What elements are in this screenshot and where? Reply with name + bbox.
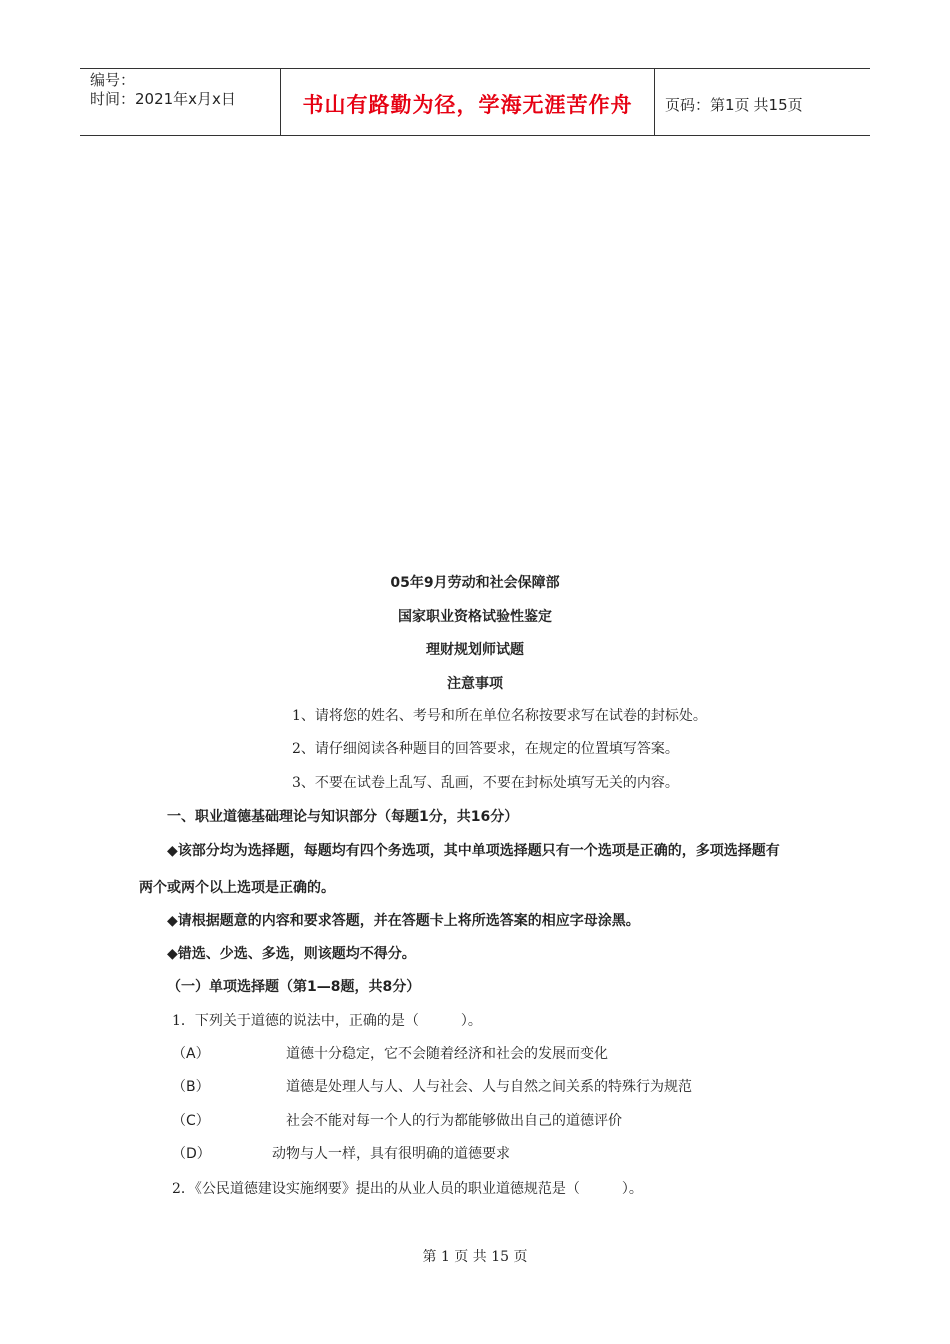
question-1-option-c-text: 社会不能对每一个人的行为都能够做出自己的道德评价	[286, 1113, 622, 1129]
title-line-2: 国家职业资格试验性鉴定	[398, 609, 552, 625]
question-1-stem: 1．下列关于道德的说法中，正确的是（ ）。	[172, 1013, 482, 1029]
section-rule-3: ◆错选、少选、多选，则该题均不得分。	[167, 946, 416, 962]
title-notes-heading: 注意事项	[447, 676, 503, 692]
title-line-3: 理财规划师试题	[426, 642, 524, 658]
question-1-option-b-text: 道德是处理人与人、人与社会、人与自然之间关系的特殊行为规范	[286, 1079, 692, 1095]
subsection-heading: （一）单项选择题（第1—8题，共8分）	[167, 979, 421, 995]
question-1-option-d-text: 动物与人一样，具有很明确的道德要求	[272, 1146, 510, 1162]
page-footer: 第 1 页 共 15 页	[422, 1249, 528, 1265]
question-1-option-a-text: 道德十分稳定，它不会随着经济和社会的发展而变化	[286, 1046, 608, 1062]
header-meta-cell	[80, 69, 281, 135]
header-motto: 书山有路勤为径，学海无涯苦作舟	[281, 69, 655, 135]
option-letter: （C）	[172, 1113, 210, 1129]
note-item: 3、不要在试卷上乱写、乱画，不要在封标处填写无关的内容。	[292, 775, 679, 791]
question-1-option-a	[172, 1045, 210, 1063]
page-header	[80, 68, 870, 136]
section-heading: 一、职业道德基础理论与知识部分（每题1分，共16分）	[167, 809, 519, 825]
option-letter: （D）	[172, 1146, 211, 1162]
section-rule-1b: 两个或两个以上选项是正确的。	[139, 880, 335, 896]
page-number-label: 页码：第1页	[665, 95, 750, 114]
header-page-cell	[655, 69, 870, 135]
section-rule-2: ◆请根据题意的内容和要求答题，并在答题卡上将所选答案的相应字母涂黑。	[167, 913, 640, 929]
option-letter: （A）	[172, 1046, 210, 1062]
section-rule-1a: ◆该部分均为选择题，每题均有四个务选项，其中单项选择题只有一个选项是正确的，多项选择题有	[167, 843, 780, 859]
question-1-option-c	[172, 1112, 210, 1130]
title-line-1: 05年9月劳动和社会保障部	[390, 575, 560, 591]
question-2-stem: 2．《公民道德建设实施纲要》提出的从业人员的职业道德规范是（ ）。	[172, 1181, 643, 1197]
document-time-label: 时间：2021年x月x日	[90, 90, 236, 108]
document-number-label: 编号：	[90, 71, 136, 89]
note-item: 1、请将您的姓名、考号和所在单位名称按要求写在试卷的封标处。	[292, 708, 707, 724]
question-1-option-d	[172, 1145, 211, 1163]
note-item: 2、请仔细阅读各种题目的回答要求，在规定的位置填写答案。	[292, 741, 679, 757]
option-letter: （B）	[172, 1079, 210, 1095]
question-1-option-b	[172, 1078, 210, 1096]
page-total-label: 共15页	[753, 95, 803, 114]
